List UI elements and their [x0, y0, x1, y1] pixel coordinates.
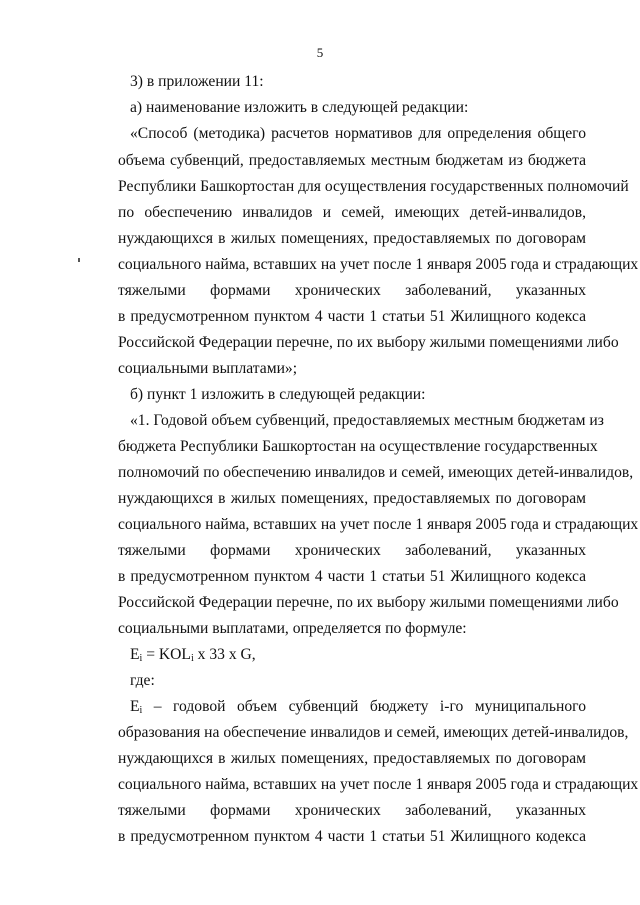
- paragraph-line: в предусмотренном пунктом 4 части 1 статьи 51 Жилищного кодекса: [118, 308, 586, 325]
- scan-artifact: [78, 258, 80, 262]
- paragraph-line: б) пункт 1 изложить в следующей редакции:: [130, 386, 426, 403]
- formula-lhs-subscript: i: [139, 653, 143, 664]
- paragraph-line: тяжелыми формами хронических заболеваний, указанных: [118, 542, 586, 559]
- formula-rhs: x 33 x G,: [193, 646, 256, 663]
- paragraph-line: в предусмотренном пунктом 4 части 1 статьи 51 Жилищного кодекса: [118, 568, 586, 585]
- paragraph-line: Республики Башкортостан для осуществления государственных полномочий: [118, 178, 629, 195]
- formula-middle: = KOL: [142, 646, 191, 663]
- paragraph-line: социальными выплатами, определяется по формуле:: [118, 620, 467, 637]
- definition-symbol-subscript: i: [139, 705, 143, 716]
- paragraph-line: нуждающихся в жилых помещениях, предоставляемых по договорам: [118, 490, 586, 507]
- formula-lhs: E: [130, 646, 140, 663]
- formula-middle-subscript: i: [190, 653, 194, 664]
- paragraph-line: нуждающихся в жилых помещениях, предоставляемых по договорам: [118, 230, 586, 247]
- paragraph-line: Российской Федерации перечне, по их выбору жилыми помещениями либо: [118, 594, 619, 611]
- definition-text: – годовой объем субвенций бюджету i-го муниципального: [142, 698, 586, 715]
- paragraph-line: «1. Годовой объем субвенций, предоставляемых местным бюджетам из: [130, 412, 604, 429]
- paragraph-line: социальными выплатами»;: [118, 360, 298, 377]
- definition-symbol: E: [130, 698, 140, 715]
- paragraph-line: полномочий по обеспечению инвалидов и семей, имеющих детей-инвалидов,: [118, 464, 634, 481]
- page-number: 5: [316, 45, 324, 60]
- paragraph-line: бюджета Республики Башкортостан на осуществление государственных: [118, 438, 598, 455]
- paragraph-line: тяжелыми формами хронических заболеваний, указанных: [118, 802, 586, 819]
- paragraph-line: тяжелыми формами хронических заболеваний, указанных: [118, 282, 586, 299]
- paragraph-line: по обеспечению инвалидов и семей, имеющих детей-инвалидов,: [118, 204, 586, 221]
- paragraph-line: в предусмотренном пунктом 4 части 1 статьи 51 Жилищного кодекса: [118, 828, 586, 845]
- where-label: где:: [130, 672, 155, 689]
- definition-line: [130, 697, 586, 717]
- paragraph-line: образования на обеспечение инвалидов и семей, имеющих детей-инвалидов,: [118, 724, 629, 741]
- paragraph-line: нуждающихся в жилых помещениях, предоставляемых по договорам: [118, 750, 586, 767]
- paragraph-line: социального найма, вставших на учет после 1 января 2005 года и страдающих: [118, 256, 639, 273]
- paragraph-line: объема субвенций, предоставляемых местным бюджетам из бюджета: [118, 152, 586, 169]
- paragraph-line: Российской Федерации перечне, по их выбору жилыми помещениями либо: [118, 334, 619, 351]
- paragraph-line: социального найма, вставших на учет после 1 января 2005 года и страдающих: [118, 516, 639, 533]
- paragraph-line: а) наименование изложить в следующей редакции:: [130, 99, 469, 116]
- formula: [130, 645, 586, 665]
- paragraph-line: «Способ (методика) расчетов нормативов для определения общего: [130, 125, 586, 142]
- paragraph-line: социального найма, вставших на учет после 1 января 2005 года и страдающих: [118, 776, 639, 793]
- paragraph-line: 3) в приложении 11:: [130, 73, 264, 90]
